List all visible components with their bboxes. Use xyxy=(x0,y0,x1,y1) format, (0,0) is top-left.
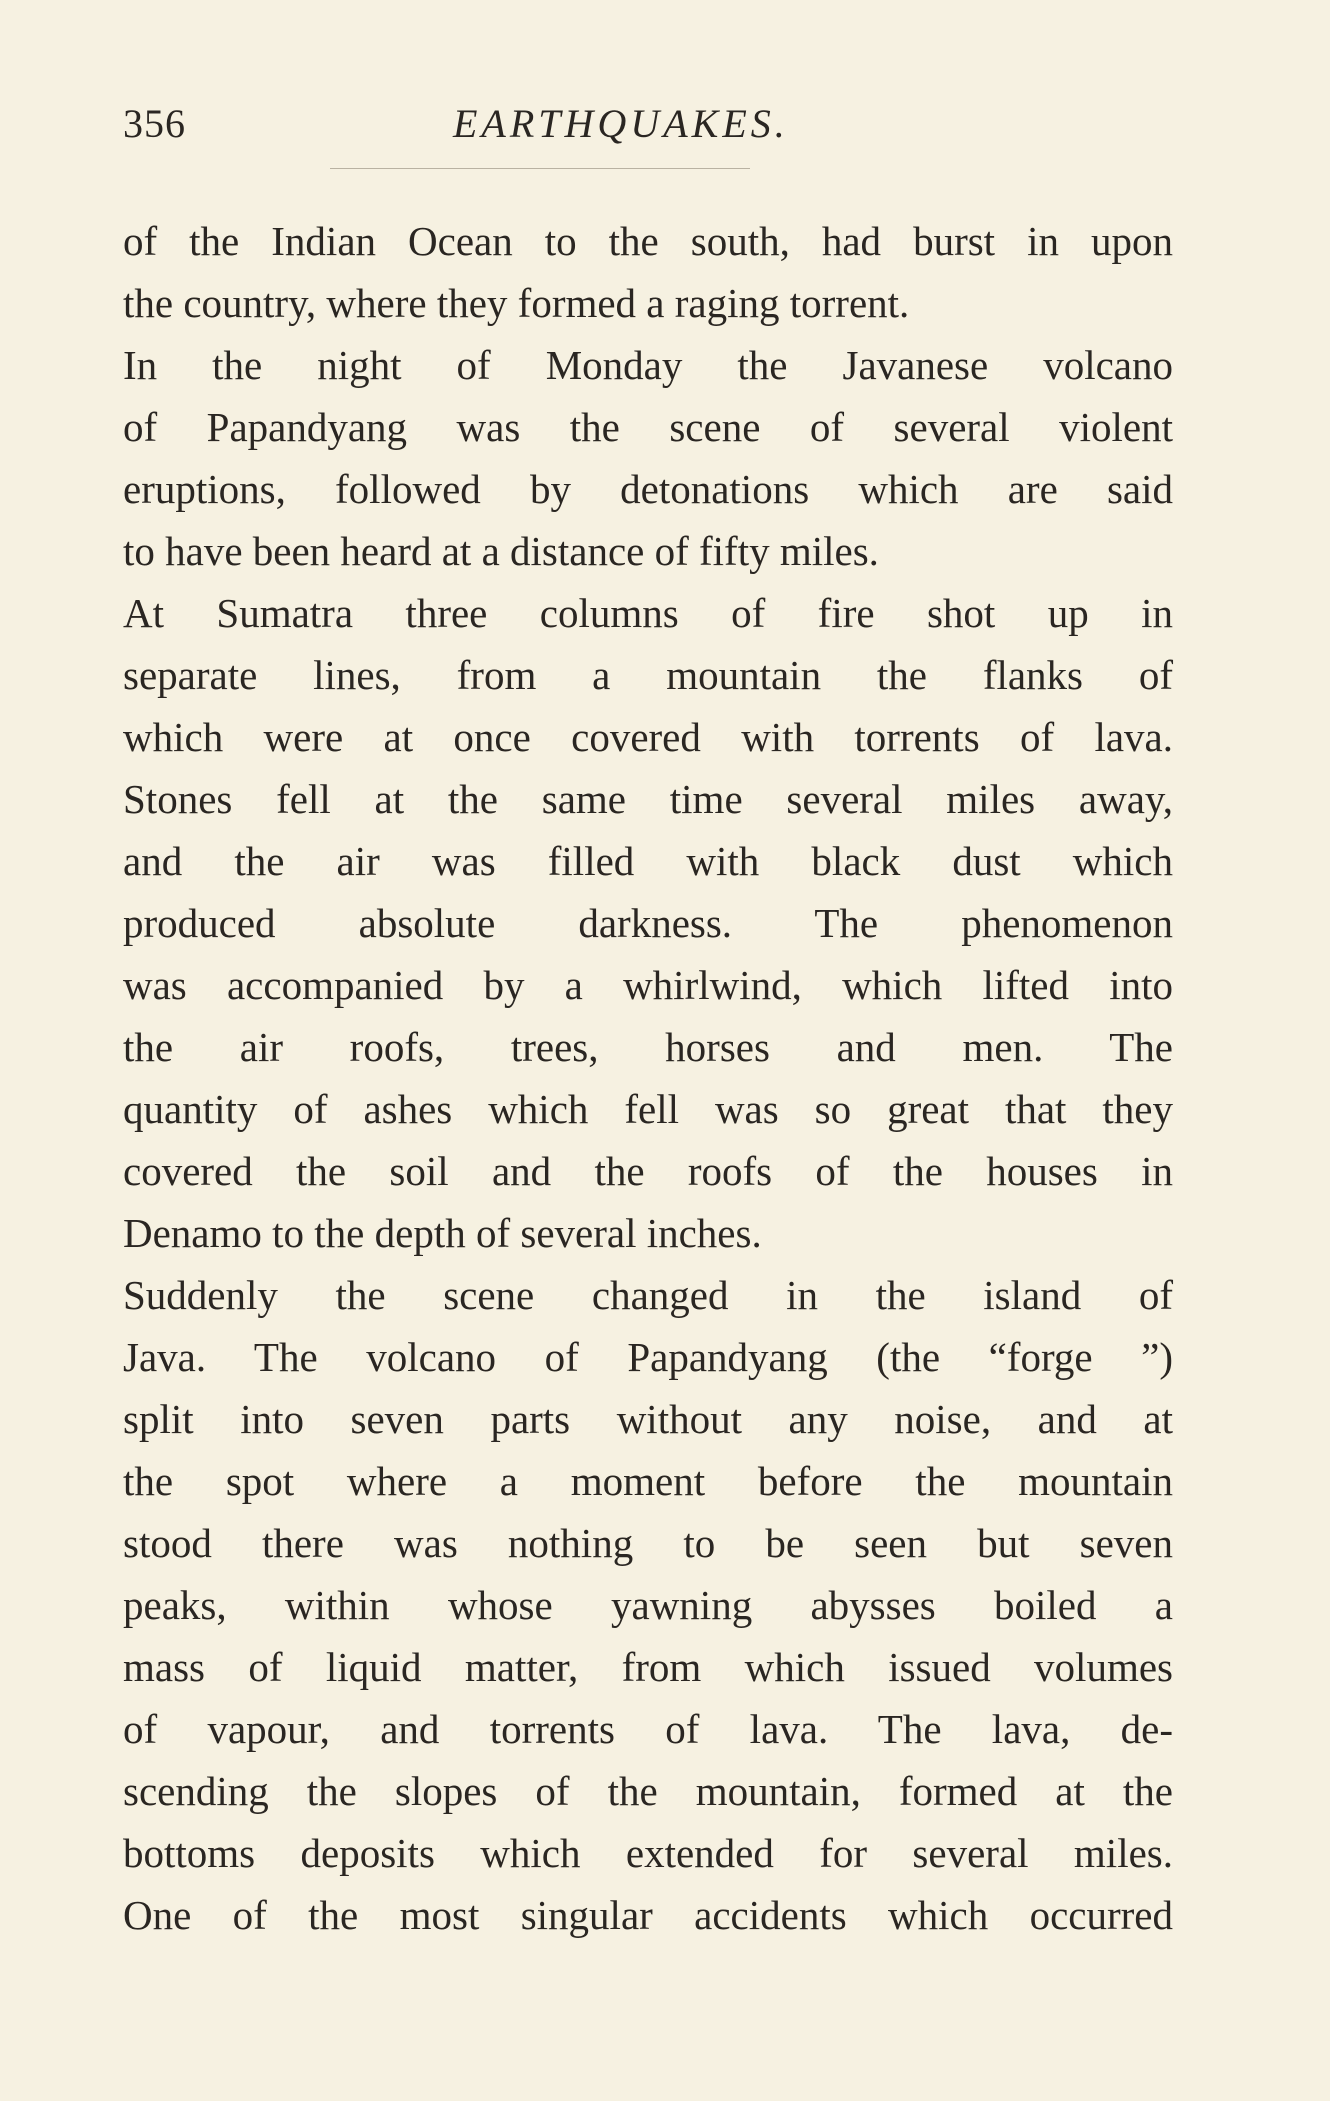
paragraph-3 xyxy=(123,582,1173,1264)
running-head: EARTHQUAKES. xyxy=(453,101,789,146)
text-line: of Papandyang was the scene of several violent xyxy=(123,404,1173,450)
text-line: bottoms deposits which extended for several miles. xyxy=(123,1830,1173,1876)
text-line: of the Indian Ocean to the south, had burst in upon xyxy=(123,218,1173,264)
text-line: stood there was nothing to be seen but seven xyxy=(123,1520,1173,1566)
text-line: Java. The volcano of Papandyang (the “forge ”) xyxy=(123,1334,1173,1380)
text-line: covered the soil and the roofs of the houses in xyxy=(123,1148,1173,1194)
paragraph-1 xyxy=(123,210,1173,334)
text-line: mass of liquid matter, from which issued volumes xyxy=(123,1644,1173,1690)
text-line: was accompanied by a whirlwind, which lifted into xyxy=(123,962,1173,1008)
text-line: the air roofs, trees, horses and men. The xyxy=(123,1024,1173,1070)
text-line: peaks, within whose yawning abysses boiled a xyxy=(123,1582,1173,1628)
text-line: eruptions, followed by detonations which are said xyxy=(123,466,1173,512)
text-line: and the air was filled with black dust which xyxy=(123,838,1173,884)
page-header xyxy=(123,100,1173,160)
text-line: At Sumatra three columns of fire shot up in xyxy=(123,590,1173,636)
text-line: Stones fell at the same time several miles away, xyxy=(123,776,1173,822)
text-line: which were at once covered with torrents of lava. xyxy=(123,714,1173,760)
paragraph-4 xyxy=(123,1264,1173,1946)
body-text xyxy=(123,210,1173,1946)
paragraph-2 xyxy=(123,334,1173,582)
text-line: the country, where they formed a raging torrent. xyxy=(123,280,910,326)
text-line: In the night of Monday the Javanese volcano xyxy=(123,342,1173,388)
text-line: Denamo to the depth of several inches. xyxy=(123,1210,762,1256)
text-line: produced absolute darkness. The phenomenon xyxy=(123,900,1173,946)
text-line: split into seven parts without any noise, and at xyxy=(123,1396,1173,1442)
text-line: separate lines, from a mountain the flanks of xyxy=(123,652,1173,698)
text-line: One of the most singular accidents which occurred xyxy=(123,1892,1173,1938)
text-line: Suddenly the scene changed in the island of xyxy=(123,1272,1173,1318)
text-line: scending the slopes of the mountain, formed at the xyxy=(123,1768,1173,1814)
text-line: to have been heard at a distance of fifty miles. xyxy=(123,528,879,574)
page-number: 356 xyxy=(123,101,186,146)
text-line: of vapour, and torrents of lava. The lava, de- xyxy=(123,1706,1173,1752)
text-line: the spot where a moment before the mountain xyxy=(123,1458,1173,1504)
header-rule xyxy=(330,168,750,169)
text-line: quantity of ashes which fell was so great that they xyxy=(123,1086,1173,1132)
